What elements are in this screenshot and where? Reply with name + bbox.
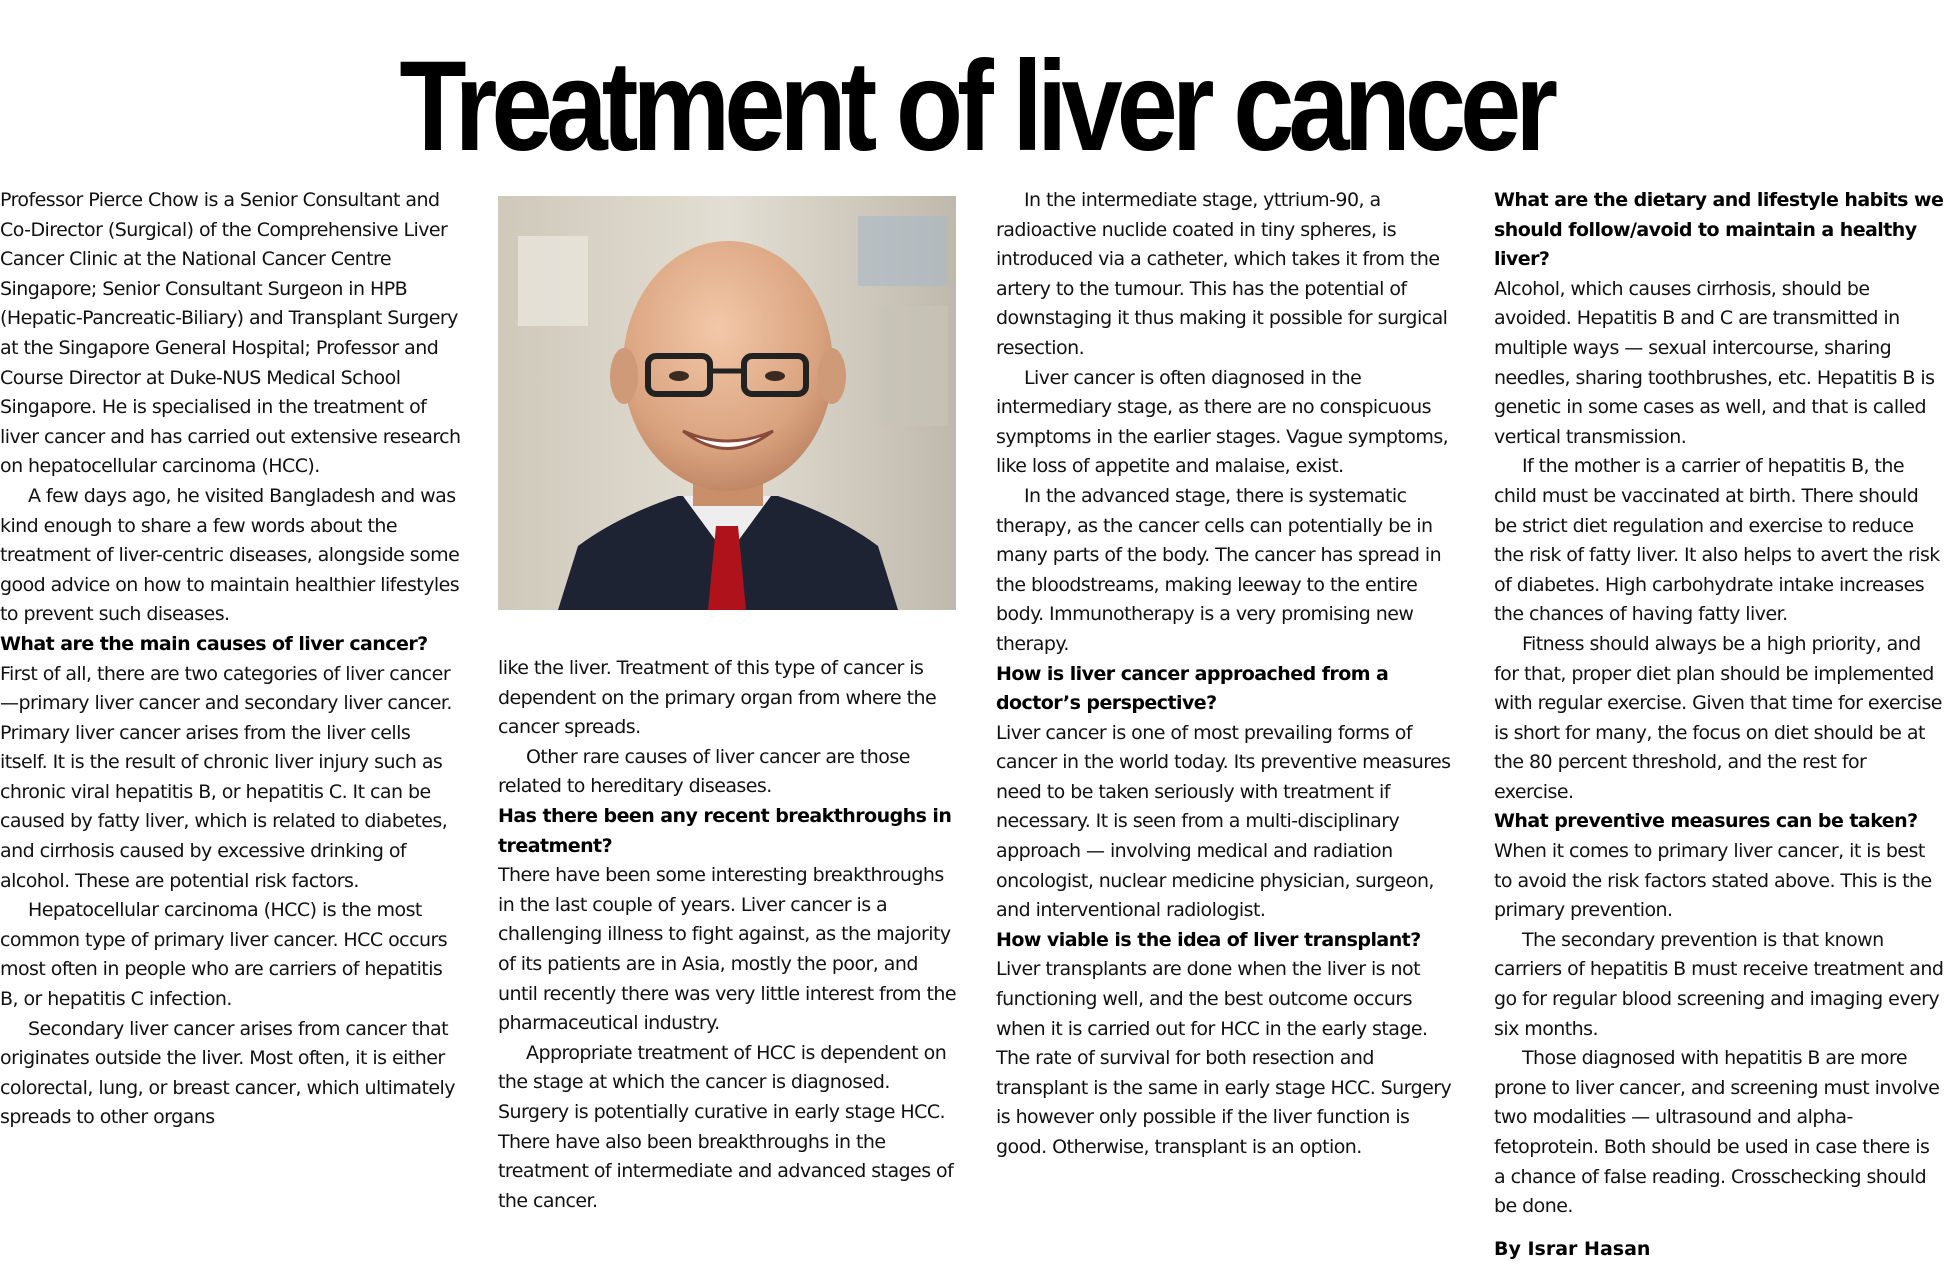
- paragraph: There have been some interesting breakthroughs in the last couple of years. Liver cancer is a challenging illness to fight against, as the majority of its patients are in Asia, mostly the poor, and until recently there was very little interest from the pharmaceutical industry.: [498, 864, 956, 1035]
- paragraph: Professor Pierce Chow is a Senior Consultant and Co-Director (Surgical) of the Comprehensive Liver Cancer Clinic at the National Cancer Centre Singapore; Senior Consultant Surgeon in HPB (Hepatic-Pancreatic-Biliary) and Transplant Surgery at the Singapore General Hospital; Professor and Course Director at Duke-NUS Medical School Singapore. He is specialised in the treatment of liver cancer and has carried out extensive research on hepatocellular carcinoma (HCC).: [0, 189, 461, 478]
- paragraph: Fitness should always be a high priority, and for that, proper diet plan should be implemented with regular exercise. Given that time for exercise is short for many, the focus on diet should be at the 80 percent threshold, and the rest for exercise.: [1494, 632, 1942, 803]
- paragraph: Other rare causes of liver cancer are those related to hereditary diseases.: [498, 745, 910, 798]
- article-column-3: [996, 186, 1458, 1163]
- paragraph: like the liver. Treatment of this type of cancer is dependent on the primary organ from where the cancer spreads.: [498, 657, 937, 739]
- paragraph: Those diagnosed with hepatitis B are more prone to liver cancer, and screening must involve two modalities — ultrasound and alpha-fetoprotein. Both should be used in case there is a chance of false reading. Crosschecking should be done.: [1494, 1047, 1940, 1218]
- portrait-icon: [498, 196, 956, 610]
- paragraph: Hepatocellular carcinoma (HCC) is the most common type of primary liver cancer. HCC occurs most often in people who are carriers of hepatitis B, or hepatitis C infection.: [0, 899, 448, 1011]
- paragraph: In the advanced stage, there is systematic therapy, as the cancer cells can potentially be in many parts of the body. The cancer has spread in the bloodstreams, making leeway to the entire body. Immunotherapy is a very promising new therapy.: [996, 484, 1442, 655]
- author-byline: By Israr Hasan: [1494, 1238, 1651, 1260]
- paragraph: Appropriate treatment of HCC is dependent on the stage at which the cancer is diagnosed. Surgery is potentially curative in early stage HCC. There have also been breakthroughs in the treatment of intermediate and advanced stages of the cancer.: [498, 1041, 954, 1212]
- paragraph: Liver cancer is often diagnosed in the intermediary stage, as there are no conspicuous symptoms in the earlier stages. Vague symptoms, like loss of appetite and malaise, exist.: [996, 366, 1449, 478]
- question-heading: How viable is the idea of liver transplant?: [996, 928, 1421, 951]
- paragraph: The secondary prevention is that known carriers of hepatitis B must receive treatment and go for regular blood screening and imaging every six months.: [1494, 928, 1944, 1040]
- paragraph: First of all, there are two categories of liver cancer —primary liver cancer and secondary liver cancer. Primary liver cancer arises from the liver cells itself. It is the result of chronic liver injury such as chronic viral hepatitis B, or hepatitis C. It can be caused by fatty liver, which is related to diabetes, and cirrhosis caused by excessive drinking of alcohol. These are potential risk factors.: [0, 662, 452, 892]
- question-heading: Has there been any recent breakthroughs in treatment?: [498, 804, 952, 857]
- paragraph: In the intermediate stage, yttrium-90, a radioactive nuclide coated in tiny spheres, is introduced via a catheter, which takes it from the artery to the tumour. This has the potential of downstaging it thus making it possible for surgical resection.: [996, 189, 1448, 359]
- page-title: Treatment of liver cancer: [399, 35, 1553, 178]
- portrait-photo: [498, 196, 956, 610]
- article-column-2: [498, 654, 960, 1216]
- question-heading: What are the main causes of liver cancer?: [0, 632, 428, 655]
- paragraph: Alcohol, which causes cirrhosis, should be avoided. Hepatitis B and C are transmitted in multiple ways — sexual intercourse, sharing needles, sharing toothbrushes, etc. Hepatitis B is genetic in some cases as well, and that is called vertical transmission.: [1494, 277, 1935, 448]
- paragraph: Liver transplants are done when the liver is not functioning well, and the best outcome occurs when it is carried out for HCC in the early stage. The rate of survival for both resection and transplant is the same in early stage HCC. Surgery is however only possible if the liver function is good. Otherwise, transplant is an option.: [996, 958, 1452, 1158]
- article-column-1: [0, 186, 462, 1133]
- question-heading: What are the dietary and lifestyle habits we should follow/avoid to maintain a healthy liver?: [1494, 189, 1944, 271]
- question-heading: How is liver cancer approached from a doctor’s perspective?: [996, 662, 1389, 715]
- paragraph: When it comes to primary liver cancer, it is best to avoid the risk factors stated above. This is the primary prevention.: [1494, 840, 1932, 922]
- article-column-4: [1494, 186, 1944, 1222]
- question-heading: What preventive measures can be taken?: [1494, 810, 1918, 833]
- paragraph: Secondary liver cancer arises from cancer that originates outside the liver. Most often, it is either colorectal, lung, or breast cancer, which ultimately spreads to other organs: [0, 1017, 455, 1129]
- paragraph: Liver cancer is one of most prevailing forms of cancer in the world today. Its preventive measures need to be taken seriously with treatment if necessary. It is seen from a multi-disciplinary approach — involving medical and radiation oncologist, nuclear medicine physician, surgeon, and interventional radiologist.: [996, 721, 1451, 922]
- paragraph: A few days ago, he visited Bangladesh and was kind enough to share a few words about the treatment of liver-centric diseases, alongside some good advice on how to maintain healthier lifestyles to prevent such diseases.: [0, 484, 460, 626]
- paragraph: If the mother is a carrier of hepatitis B, the child must be vaccinated at birth. There should be strict diet regulation and exercise to reduce the risk of fatty liver. It also helps to avert the risk of diabetes. High carbohydrate intake increases the chances of having fatty liver.: [1494, 455, 1940, 626]
